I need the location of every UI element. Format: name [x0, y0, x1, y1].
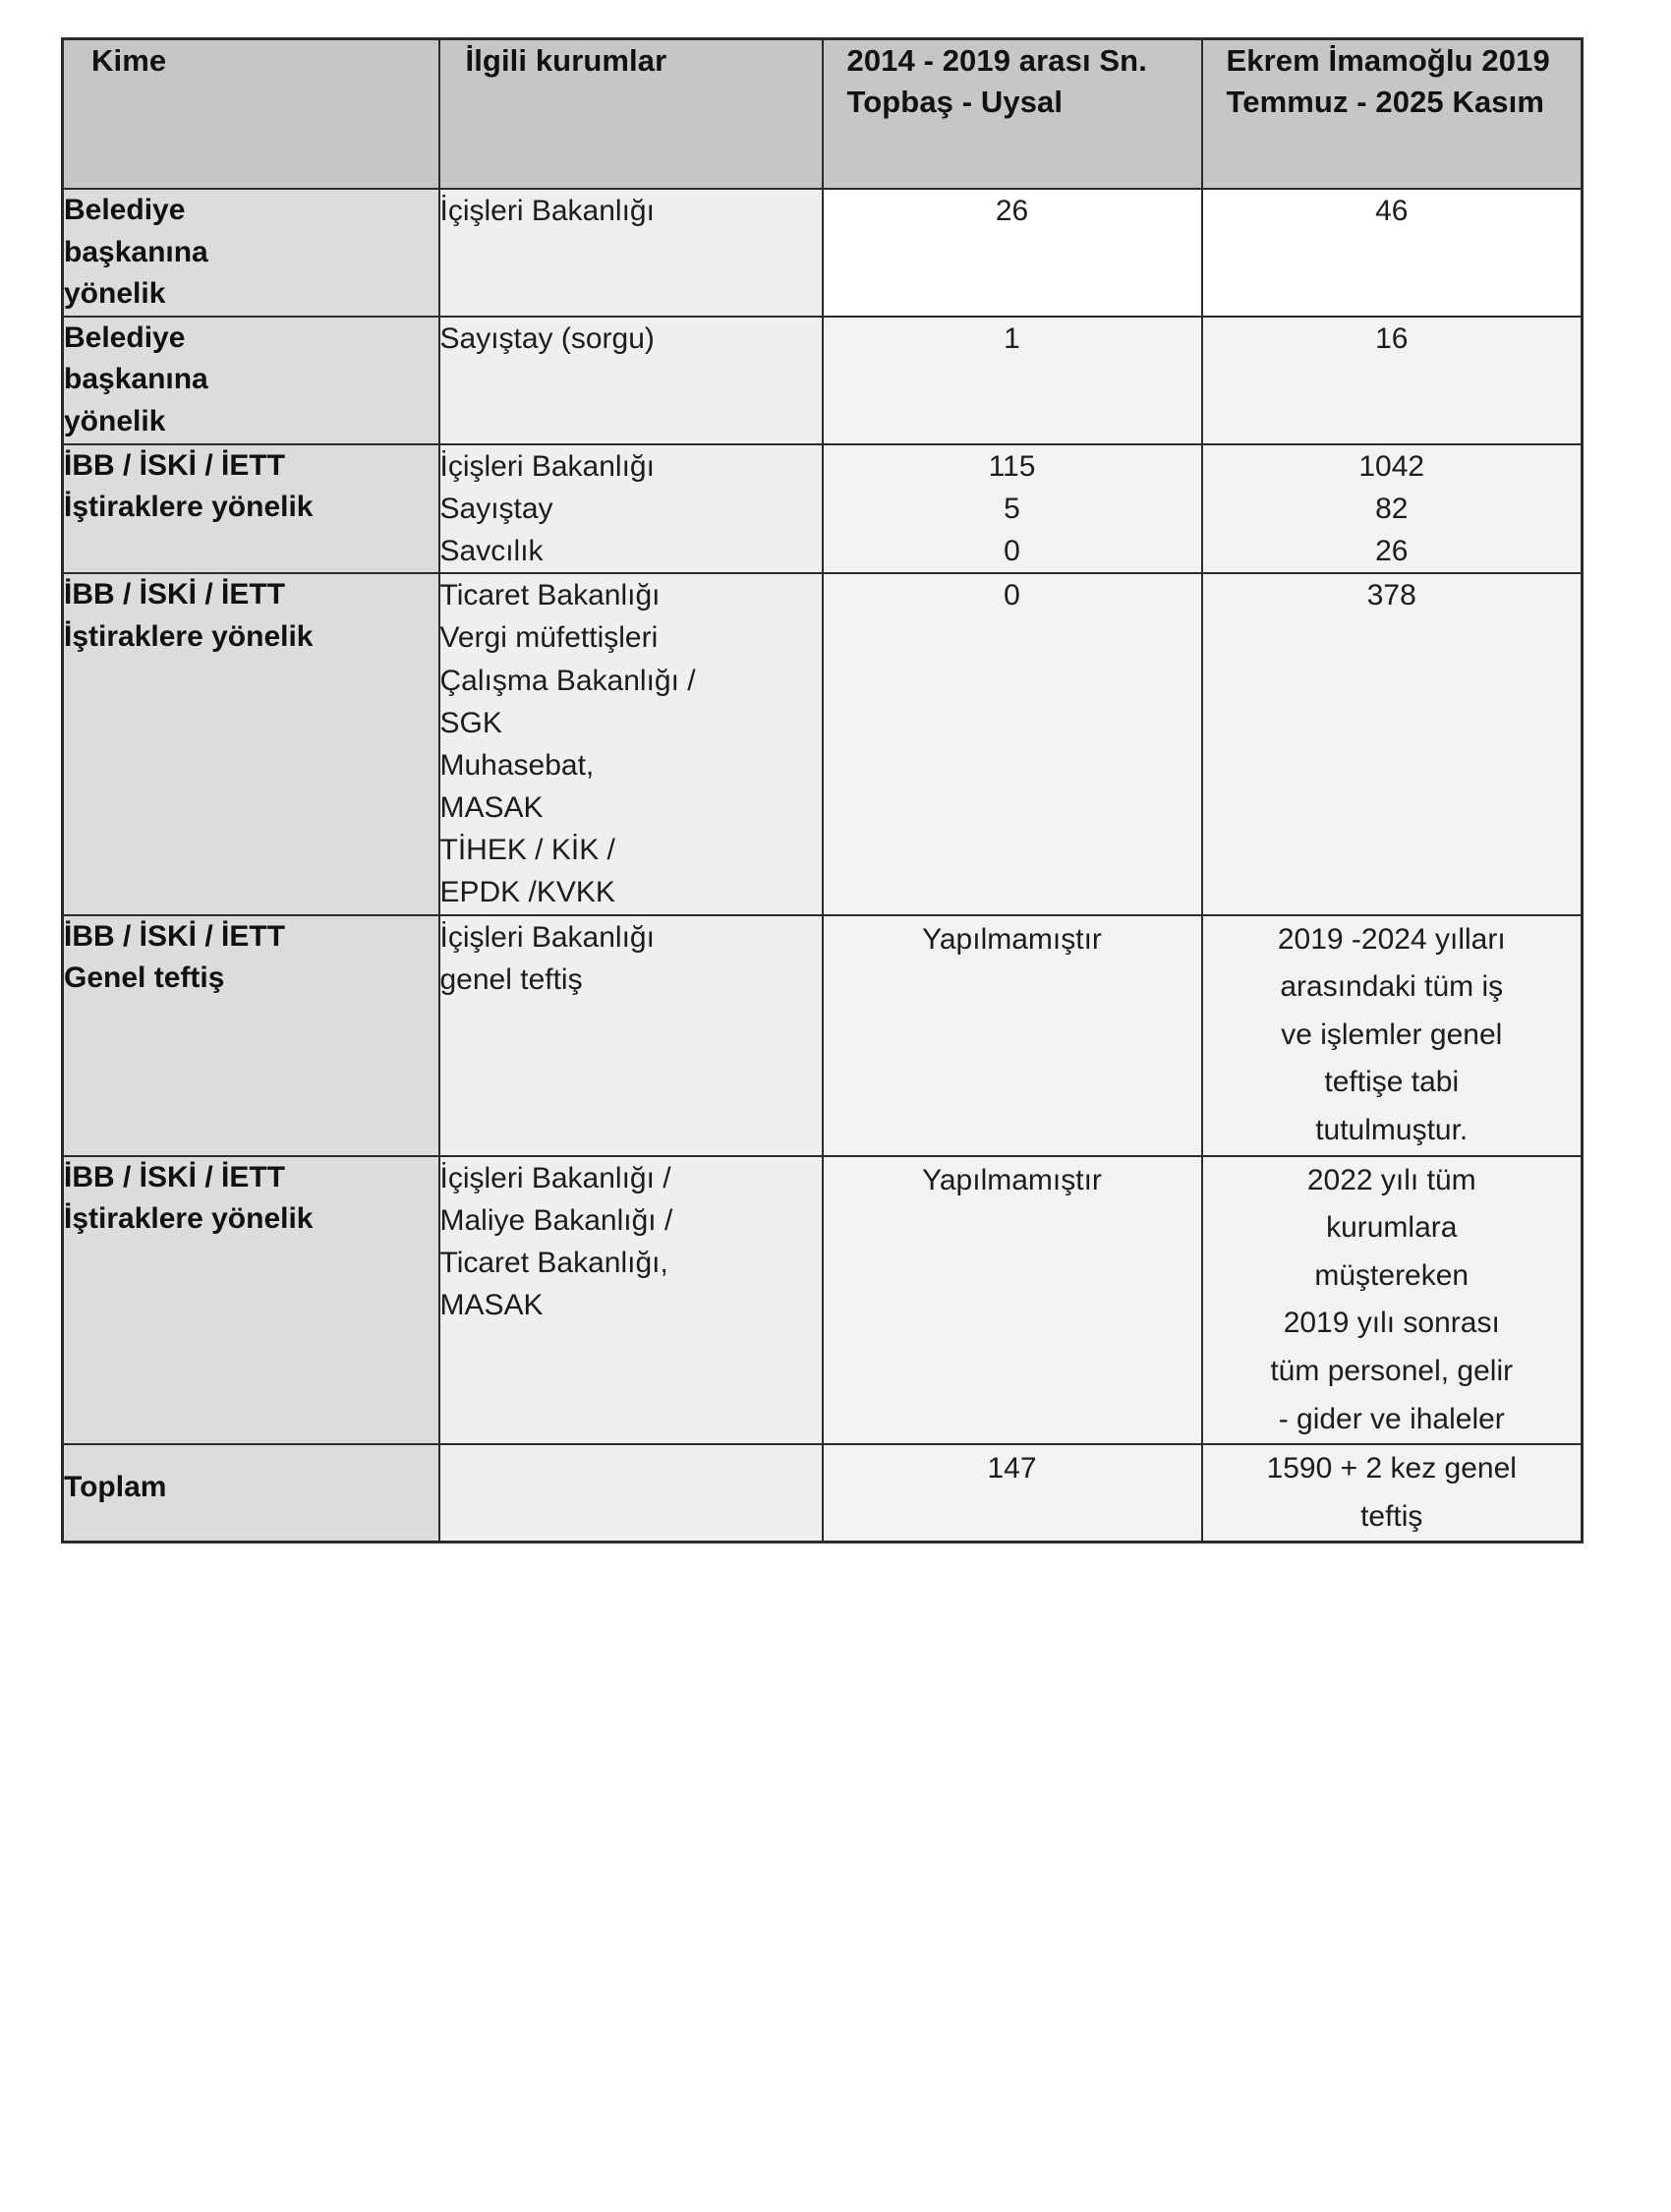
header-kime-line-1: Kime: [91, 43, 167, 78]
total-period-2-line-1: 1590 + 2 kez genel: [1266, 1452, 1517, 1485]
row-2-kime-line-3: yönelik: [64, 404, 166, 437]
header-cell-kime: [63, 39, 439, 190]
table-row: [63, 1156, 1583, 1445]
row-2-kime: [63, 317, 439, 444]
row-4-period-2-value: 378: [1366, 579, 1416, 612]
row-1-kime: [63, 189, 439, 317]
row-6-kurum-line-2: Maliye Bakanlığı /: [439, 1203, 673, 1237]
row-2-kurum-line-1: Sayıştay (sorgu): [439, 321, 655, 355]
row-2-period-2: [1202, 317, 1583, 444]
total-label-text: Toplam: [64, 1471, 167, 1504]
row-2-period-2-value: 16: [1375, 321, 1409, 355]
row-4-period-2: [1202, 573, 1583, 915]
row-3-kurum-line-1: İçişleri Bakanlığı: [439, 449, 655, 483]
table-row: [63, 573, 1583, 915]
table-header: [63, 39, 1583, 190]
total-period-1: [823, 1444, 1202, 1543]
row-3-period-2-value-1: 1042: [1358, 449, 1425, 483]
header-cell-kurumlar: [439, 39, 823, 190]
row-5-period-2-line-3: ve işlemler genel: [1281, 1018, 1503, 1051]
row-4-kime: [63, 573, 439, 915]
row-4-kime-line-1: İBB / İSKİ / İETT: [64, 578, 286, 611]
row-5-period-2-line-2: arasındaki tüm iş: [1280, 970, 1504, 1004]
row-1-period-1-value: 26: [995, 195, 1029, 227]
row-4-kurum-line-1: Ticaret Bakanlığı: [439, 579, 661, 612]
row-4-kurum-line-7: TİHEK / KİK /: [439, 834, 615, 867]
audit-comparison-table: [61, 37, 1584, 1543]
table-row: [63, 317, 1583, 444]
row-5-kime-line-2: Genel teftiş: [64, 961, 225, 995]
row-1-period-2: [1202, 189, 1583, 317]
header-kurumlar-line-1: İlgili kurumlar: [465, 43, 667, 78]
header-period1-line-1: 2014 - 2019 arası: [846, 43, 1091, 78]
row-6-period-2-line-3: müştereken: [1314, 1258, 1469, 1292]
row-3-period-2-value-3: 26: [1375, 534, 1409, 567]
header-period2-line-3: 2025 Kasım: [1375, 85, 1545, 120]
row-5-period-2-line-5: tutulmuştur.: [1315, 1114, 1469, 1146]
row-5-period-2-line-1: 2019 -2024 yılları: [1277, 922, 1506, 956]
row-1-kurum-line-1: İçişleri Bakanlığı: [439, 195, 655, 227]
total-kurum: [439, 1444, 823, 1543]
row-4-kurum-line-6: MASAK: [439, 791, 544, 825]
row-6-kime-line-1: İBB / İSKİ / İETT: [64, 1160, 286, 1193]
header-row: [63, 39, 1583, 190]
header-period2-line-1: Ekrem İmamoğlu: [1226, 43, 1473, 78]
row-4-period-1: [823, 573, 1202, 915]
row-2-kime-line-2: başkanına: [64, 363, 208, 396]
row-3-period-2: [1202, 444, 1583, 574]
header-period2-line-2: 2019 Temmuz -: [1226, 43, 1550, 120]
row-3-kime-line-2: İştiraklere yönelik: [64, 491, 314, 524]
row-1-kime-line-3: yönelik: [64, 277, 166, 311]
row-6-period-2-line-1: 2022 yılı tüm: [1306, 1163, 1476, 1196]
row-6-kurum-line-4: MASAK: [439, 1289, 544, 1322]
total-period-2-line-2: teftiş: [1360, 1499, 1423, 1533]
row-5-kurum: [439, 915, 823, 1156]
row-5-period-1: [823, 915, 1202, 1156]
row-6-kurum-line-1: İçişleri Bakanlığı /: [439, 1161, 671, 1194]
row-5-kime-line-1: İBB / İSKİ / İETT: [64, 919, 286, 953]
table-row: [63, 189, 1583, 317]
row-4-kime-line-2: İştiraklere yönelik: [64, 619, 314, 653]
row-5-kime: [63, 915, 439, 1156]
row-1-period-1: [823, 189, 1202, 317]
row-2-period-1-value: 1: [1004, 321, 1020, 355]
row-6-kurum-line-3: Ticaret Bakanlığı,: [439, 1246, 668, 1279]
row-6-period-2-line-2: kurumlara: [1326, 1211, 1458, 1245]
row-4-period-1-value: 0: [1004, 579, 1020, 612]
row-3-kurum: [439, 444, 823, 574]
total-period-1-value: 147: [987, 1452, 1037, 1485]
row-4-kurum: [439, 573, 823, 915]
row-4-kurum-line-4: SGK: [439, 706, 502, 739]
row-1-period-2-value: 46: [1375, 195, 1409, 227]
table-row: [63, 444, 1583, 574]
row-3-period-2-value-2: 82: [1375, 492, 1409, 525]
row-3-period-1: [823, 444, 1202, 574]
row-1-kime-line-2: başkanına: [64, 235, 208, 268]
total-label: [63, 1444, 439, 1543]
header-cell-period-1: [823, 39, 1202, 190]
row-6-period-2-line-5: tüm personel, gelir: [1270, 1354, 1514, 1387]
table-row: [63, 915, 1583, 1156]
row-5-period-2-line-4: teftişe tabi: [1324, 1066, 1460, 1099]
row-5-kurum-line-2: genel teftiş: [439, 962, 583, 996]
row-4-kurum-line-2: Vergi müfettişleri: [439, 621, 659, 655]
row-3-kime: [63, 444, 439, 574]
row-1-kime-line-1: Belediye: [64, 194, 186, 226]
row-6-period-2-line-6: - gider ve ihaleler: [1278, 1402, 1505, 1435]
row-3-period-1-value-3: 0: [1004, 534, 1020, 567]
table-body: [63, 189, 1583, 1543]
row-3-kime-line-1: İBB / İSKİ / İETT: [64, 448, 286, 482]
row-6-kime-line-2: İştiraklere yönelik: [64, 1202, 314, 1236]
row-2-kime-line-1: Belediye: [64, 320, 186, 354]
row-5-kurum-line-1: İçişleri Bakanlığı: [439, 920, 655, 954]
row-6-period-1: [823, 1156, 1202, 1445]
row-4-kurum-line-5: Muhasebat,: [439, 748, 595, 782]
row-2-period-1: [823, 317, 1202, 444]
total-period-2: [1202, 1444, 1583, 1543]
row-3-kurum-line-2: Sayıştay: [439, 492, 553, 525]
row-5-period-1-value: Yapılmamıştır: [922, 922, 1102, 956]
row-4-kurum-line-8: EPDK /KVKK: [439, 876, 615, 909]
row-6-period-2-line-4: 2019 yılı sonrası: [1283, 1307, 1500, 1340]
row-6-kime: [63, 1156, 439, 1445]
row-6-kurum: [439, 1156, 823, 1445]
row-3-kurum-line-3: Savcılık: [439, 534, 544, 567]
header-period1-line-2: Sn. Topbaş - Uysal: [846, 43, 1147, 120]
row-3-period-1-value-2: 5: [1004, 492, 1020, 525]
row-5-period-2: [1202, 915, 1583, 1156]
header-cell-period-2: [1202, 39, 1583, 190]
row-3-period-1-value-1: 115: [988, 449, 1036, 483]
row-4-kurum-line-3: Çalışma Bakanlığı /: [439, 664, 696, 697]
row-6-period-2: [1202, 1156, 1583, 1445]
table-total-row: [63, 1444, 1583, 1543]
row-6-period-1-value: Yapılmamıştır: [922, 1163, 1102, 1196]
row-2-kurum: [439, 317, 823, 444]
row-1-kurum: [439, 189, 823, 317]
